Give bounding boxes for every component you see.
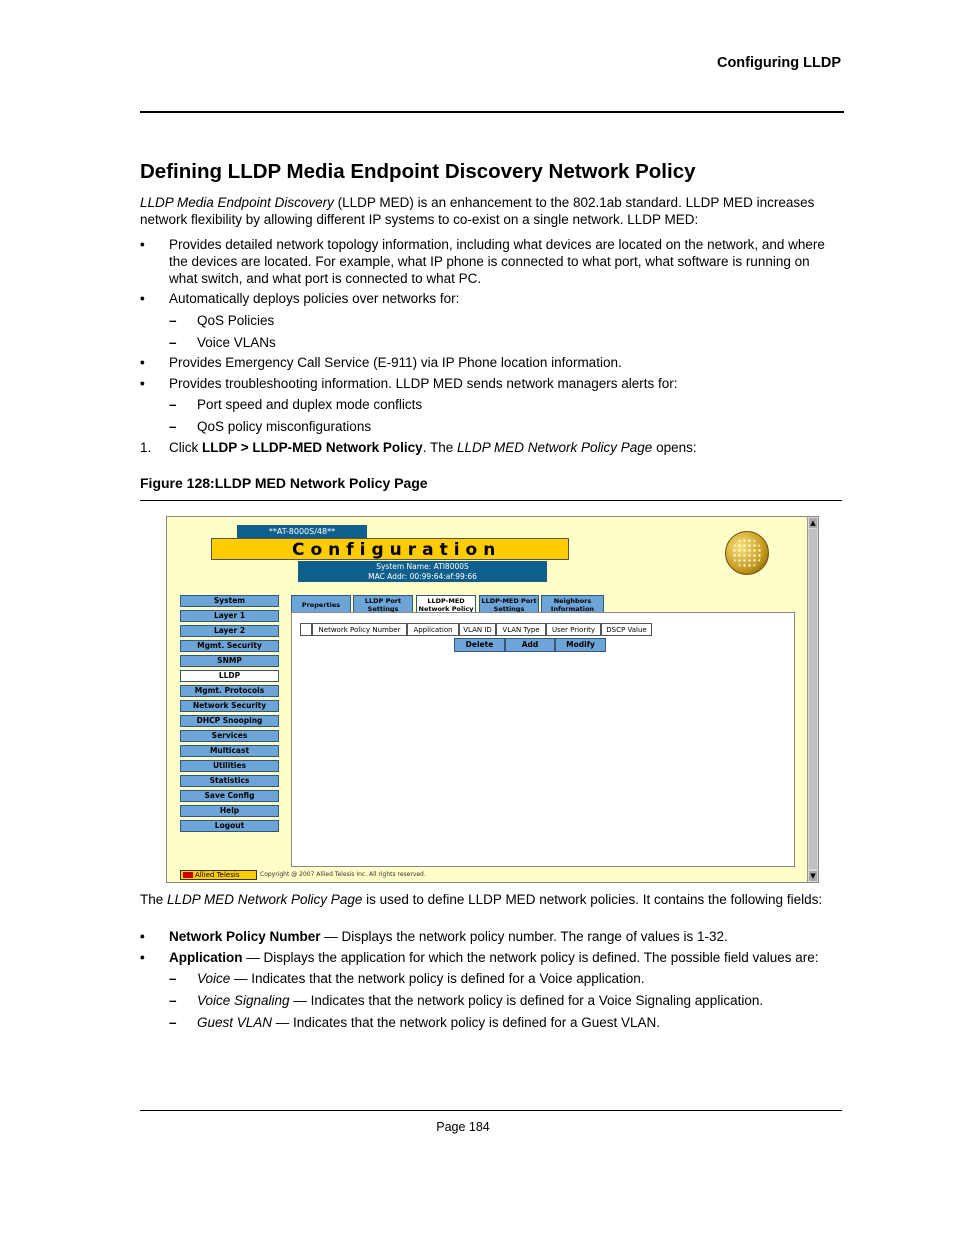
nav-network-security[interactable]: Network Security	[180, 700, 279, 712]
header-rule	[140, 111, 844, 113]
dash-marker: –	[169, 313, 177, 328]
nav-lldp[interactable]: LLDP	[180, 670, 279, 682]
globe-logo-icon	[725, 531, 769, 575]
column-network-policy-number: Network Policy Number	[312, 623, 407, 636]
field-desc: — Displays the application for which the network policy is defined. The possible field values are:	[242, 950, 819, 965]
select-all-column[interactable]	[300, 623, 312, 636]
nav-snmp[interactable]: SNMP	[180, 655, 279, 667]
configuration-banner: Configuration	[211, 538, 569, 560]
section-heading: Defining LLDP Media Endpoint Discovery Network Policy	[140, 160, 696, 183]
logo-mark-icon	[183, 872, 193, 878]
value-desc: — Indicates that the network policy is defined for a Guest VLAN.	[272, 1015, 660, 1030]
nav-dhcp-snooping[interactable]: DHCP Snooping	[180, 715, 279, 727]
logo-text: Allied Telesis	[195, 871, 240, 879]
field-desc: — Displays the network policy number. The range of values is 1-32.	[320, 929, 728, 944]
mac-address: MAC Addr: 00:99:64:af:99:66	[368, 572, 477, 581]
running-header: Configuring LLDP	[716, 55, 841, 71]
intro-italic: LLDP Media Endpoint Discovery	[140, 195, 334, 210]
sub-item-text: Voice VLANs	[197, 335, 276, 350]
system-info	[298, 561, 547, 582]
nav-logout[interactable]: Logout	[180, 820, 279, 832]
nav-mgmt-protocols[interactable]: Mgmt. Protocols	[180, 685, 279, 697]
dash-marker: –	[169, 397, 177, 412]
tab-label: Information	[550, 604, 595, 613]
footer-rule	[140, 1110, 842, 1111]
tab-label: Settings	[493, 604, 525, 613]
nav-layer-1[interactable]: Layer 1	[180, 610, 279, 622]
add-button[interactable]: Add	[505, 638, 555, 652]
bullet-marker: •	[140, 376, 145, 391]
screenshot-figure	[166, 516, 819, 883]
nav-mgmt-security[interactable]: Mgmt. Security	[180, 640, 279, 652]
value-name: Voice	[197, 971, 231, 986]
scroll-up-icon[interactable]: ▲	[810, 519, 816, 527]
bullet-marker: •	[140, 950, 145, 965]
column-vlan-type: VLAN Type	[496, 623, 546, 636]
tab-label: LLDP-MED Port	[481, 596, 537, 605]
nav-system[interactable]: System	[180, 595, 279, 607]
value-name: Guest VLAN	[197, 1015, 273, 1030]
bullet-marker: •	[140, 291, 145, 306]
field-name: Application	[169, 950, 243, 965]
nav-services[interactable]: Services	[180, 730, 279, 742]
copyright: Copyright @ 2007 Allied Telesis Inc. All rights reserved.	[260, 871, 426, 878]
page-number: Page 184	[436, 1120, 490, 1134]
sub-item-text: QoS policy misconfigurations	[197, 419, 372, 434]
tab-label: Settings	[367, 604, 399, 613]
nav-layer-2[interactable]: Layer 2	[180, 625, 279, 637]
tab-label: LLDP-MED	[427, 596, 465, 605]
nav-utilities[interactable]: Utilities	[180, 760, 279, 772]
figure-rule	[140, 500, 842, 501]
fields-intro-pre: The	[140, 892, 168, 907]
dash-marker: –	[169, 335, 177, 350]
bullet-text: Provides troubleshooting information. LLDP MED sends network managers alerts for:	[169, 376, 678, 391]
system-name: System Name: ATI8000S	[376, 562, 469, 571]
nav-save-config[interactable]: Save Config	[180, 790, 279, 802]
allied-telesis-logo	[180, 870, 257, 880]
step-page-name: LLDP MED Network Policy Page	[456, 440, 653, 455]
value-desc: — Indicates that the network policy is defined for a Voice Signaling application.	[289, 993, 764, 1008]
step-mid: . The	[422, 440, 457, 455]
scrollbar[interactable]	[807, 517, 818, 882]
figure-caption: Figure 128:LLDP MED Network Policy Page	[140, 475, 428, 491]
nav-multicast[interactable]: Multicast	[180, 745, 279, 757]
value-desc: — Indicates that the network policy is defined for a Voice application.	[230, 971, 645, 986]
tab-label: Network Policy	[418, 604, 474, 613]
scroll-down-icon[interactable]: ▼	[810, 872, 816, 880]
fields-intro	[140, 891, 844, 908]
tab-label: Neighbors	[553, 596, 592, 605]
nav-help[interactable]: Help	[180, 805, 279, 817]
intro-text: (LLDP MED) is an enhancement to the 802.1ab standard. LLDP MED increases network flexibility by allowing different IP systems to co-exist on a single network. LLDP MED:	[140, 195, 815, 227]
dash-marker: –	[169, 419, 177, 434]
delete-button[interactable]: Delete	[454, 638, 505, 652]
fields-intro-page: LLDP MED Network Policy Page	[167, 892, 363, 907]
step-number: 1.	[140, 440, 152, 455]
step-menu-path: LLDP > LLDP-MED Network Policy	[202, 440, 423, 455]
sub-item-text: QoS Policies	[197, 313, 275, 328]
bullet-marker: •	[140, 355, 145, 370]
nav-statistics[interactable]: Statistics	[180, 775, 279, 787]
fields-intro-post: is used to define LLDP MED network policies. It contains the following fields:	[362, 892, 823, 907]
modify-button[interactable]: Modify	[555, 638, 606, 652]
column-dscp-value: DSCP Value	[601, 623, 652, 636]
column-application: Application	[407, 623, 459, 636]
bullet-marker: •	[140, 237, 145, 252]
step-post: opens:	[652, 440, 697, 455]
screenshot-footer	[180, 870, 780, 880]
field-name: Network Policy Number	[169, 929, 321, 944]
value-name: Voice Signaling	[197, 993, 290, 1008]
column-vlan-id: VLAN ID	[459, 623, 496, 636]
intro-paragraph	[140, 194, 844, 228]
bullet-text: Provides detailed network topology information, including what devices are located on the network, and where the devices are located. For example, what IP phone is connected to what port, what software is running on what switch, and what port is connected to what PC.	[169, 237, 825, 286]
tab-label: Properties	[301, 600, 341, 609]
step-1	[140, 439, 844, 456]
dash-marker: –	[169, 971, 177, 986]
column-user-priority: User Priority	[546, 623, 601, 636]
tab-label: LLDP Port	[364, 596, 402, 605]
scroll-thumb[interactable]	[809, 529, 817, 869]
bullet-text: Automatically deploys policies over networks for:	[169, 291, 460, 306]
dash-marker: –	[169, 1015, 177, 1030]
bullet-text: Provides Emergency Call Service (E-911) via IP Phone location information.	[169, 355, 622, 370]
device-name: **AT-8000S/48**	[237, 525, 367, 538]
step-pre: Click	[169, 440, 203, 455]
dash-marker: –	[169, 993, 177, 1008]
bullet-marker: •	[140, 929, 145, 944]
sub-item-text: Port speed and duplex mode conflicts	[197, 397, 423, 412]
